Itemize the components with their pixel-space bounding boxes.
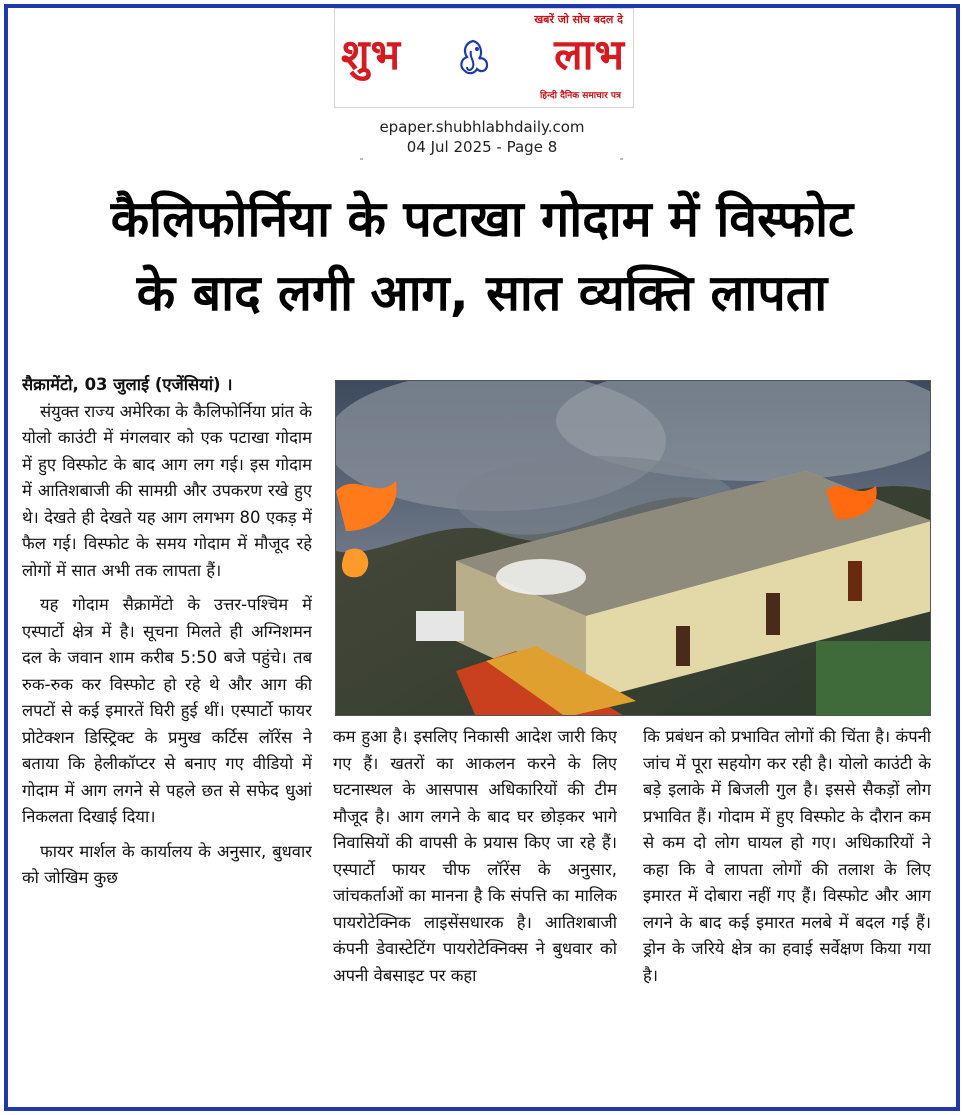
masthead-logo[interactable] [334,8,634,108]
article-dateline: सैक्रामेंटो, 03 जुलाई (एजेंसियां) । [22,375,233,394]
ganesh-icon [455,37,491,79]
article-paragraph-2: यह गोदाम सैक्रामेंटो के उत्तर-पश्चिम में एस्पार्टो क्षेत्र में है। सूचना मिलते ही अग्निशमन दल के जवान शाम करीब 5:50 बजे पहुंचे। तब रुक-रुक कर विस्फोट हो रहे थे और आग की लपटों से कई इमारतें घिरी हुई थीं। एस्पार्टो फायर प्रोटेक्शन डिस्ट्रिक्ट के प्रमुख कर्टिस लॉरेंस ने बताया कि हेलीकॉप्टर से बनाए गए वीडियो में गोदाम में आग लगने से पहले छत से सफेद धुआं निकलता दिखाई दिया। [22,595,312,826]
divider [340,158,630,160]
article-paragraph-1: संयुक्त राज्य अमेरिका के कैलिफोर्निया प्रांत के योलो काउंटी में मंगलवार को एक पटाखा गोदाम में हुए विस्फोट के बाद आग लग गई। इस गोदाम में आतिशबाजी की सामग्री और उपकरण रखे हुए थे। देखते ही देखते यह आग लगभग 80 एकड़ में फैल गई। विस्फोट के समय गोदाम में मौजूद रहे लोगों में सात अभी तक लापता हैं। [22,401,312,580]
masthead-name-right: लाभ [554,30,625,79]
article-headline [12,182,952,330]
article-photo [335,380,931,716]
article-column-1 [22,372,312,1107]
masthead-name-left: शुभ [341,30,402,79]
headline-line-2: के बाद लगी आग, सात व्यक्ति लापता [136,264,828,322]
masthead-subtitle: हिन्दी दैनिक समाचार पत्र [539,91,621,101]
article-column-3 [643,724,931,1104]
masthead-tagline: खबरें जो सोच बदल दे [534,13,623,26]
article-column-2 [333,724,617,1104]
article-column-3-text: कि प्रबंधन को प्रभावित लोगों की चिंता है। कंपनी जांच में पूरा सहयोग कर रही है। योलो काउंटी के बड़े इलाके में बिजली गुल है। इससे सैकड़ों लोग प्रभावित हैं। गोदाम में हुए विस्फोट के दौरान कम से कम दो लोग घायल हो गए। अधिकारियों ने कहा कि वे लापता लोगों की तलाश के लिए इमारत में दोबारा नहीं गए हैं। विस्फोट और आग लगने के बाद कई इमारत मलबे में बदल गई हैं। ड्रोन के जरिये क्षेत्र का हवाई सर्वेक्षण किया गया है। [643,727,931,985]
headline-line-1: कैलिफोर्निया के पटाखा गोदाम में विस्फोट [110,190,854,248]
article-paragraph-3: फायर मार्शल के कार्यालय के अनुसार, बुधवार को जोखिम कुछ [22,841,312,887]
article-column-2-text: कम हुआ है। इसलिए निकासी आदेश जारी किए गए हैं। खतरों का आकलन करने के लिए घटनास्थल के आसपास अधिकारियों की टीम मौजूद है। आग लगने के बाद घर छोड़कर भागे निवासियों की वापसी के प्रयास किए जा रहे हैं। एस्पार्टो फायर चीफ लॉरेंस के अनुसार, जांचकर्ताओं का मानना है कि संपत्ति का मालिक पायरोटेक्निक लाइसेंसधारक है। आतिशबाजी कंपनी डेवास्टेटिंग पायरोटेक्निक्स ने बुधवार को अपनी वेबसाइट पर कहा [333,727,617,985]
epaper-date-page: 04 Jul 2025 - Page 8 [406,138,558,156]
epaper-url[interactable]: epaper.shubhlabhdaily.com [379,118,585,136]
warehouse-fire-image [336,381,931,716]
